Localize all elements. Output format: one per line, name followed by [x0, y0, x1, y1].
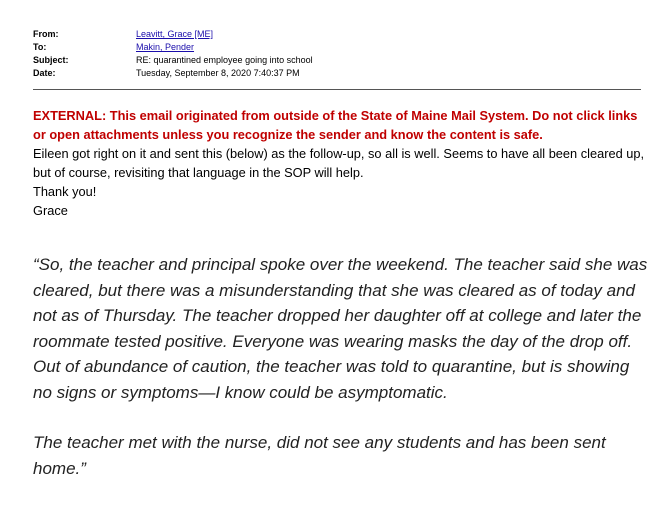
date-row	[33, 67, 313, 80]
date-label: Date:	[33, 68, 56, 78]
from-row	[33, 28, 313, 41]
body-paragraph: Eileen got right on it and sent this (below) as the follow-up, so all is well. Seems to have all been cleared up, but of course, revisiting that language in the SOP will help.	[33, 146, 645, 180]
thanks-line: Thank you!	[33, 184, 97, 199]
to-recipient-link[interactable]: Makin, Pender	[136, 42, 195, 52]
external-warning: EXTERNAL: This email originated from outside of the State of Maine Mail System. Do not click links or open attachments unless you recognize the sender and know the content is safe.	[33, 108, 638, 142]
to-row	[33, 41, 313, 54]
subject-row	[33, 54, 313, 67]
header-divider	[33, 89, 641, 90]
email-body	[33, 106, 645, 220]
quoted-message	[33, 252, 648, 481]
date-value: Tuesday, September 8, 2020 7:40:37 PM	[136, 68, 300, 78]
subject-label: Subject:	[33, 55, 69, 65]
to-label: To:	[33, 42, 47, 52]
from-label: From:	[33, 29, 59, 39]
quote-paragraph-1: “So, the teacher and principal spoke over the weekend. The teacher said she was cleared, but there was a misunderstanding that she was cleared as of today and not as of Thursday. The teacher dropped her daughter off at college and later the roommate tested positive. Everyone was wearing masks the day of the drop off. Out of abundance of caution, the teacher was told to quarantine, but is showing no signs or symptoms—I know could be asymptomatic.	[33, 255, 648, 402]
email-header	[33, 28, 313, 80]
subject-value: RE: quarantined employee going into school	[136, 55, 313, 65]
from-sender-link[interactable]: Leavitt, Grace [ME]	[136, 29, 214, 39]
signature: Grace	[33, 203, 68, 218]
quote-paragraph-2: The teacher met with the nurse, did not see any students and has been sent home.”	[33, 433, 606, 478]
